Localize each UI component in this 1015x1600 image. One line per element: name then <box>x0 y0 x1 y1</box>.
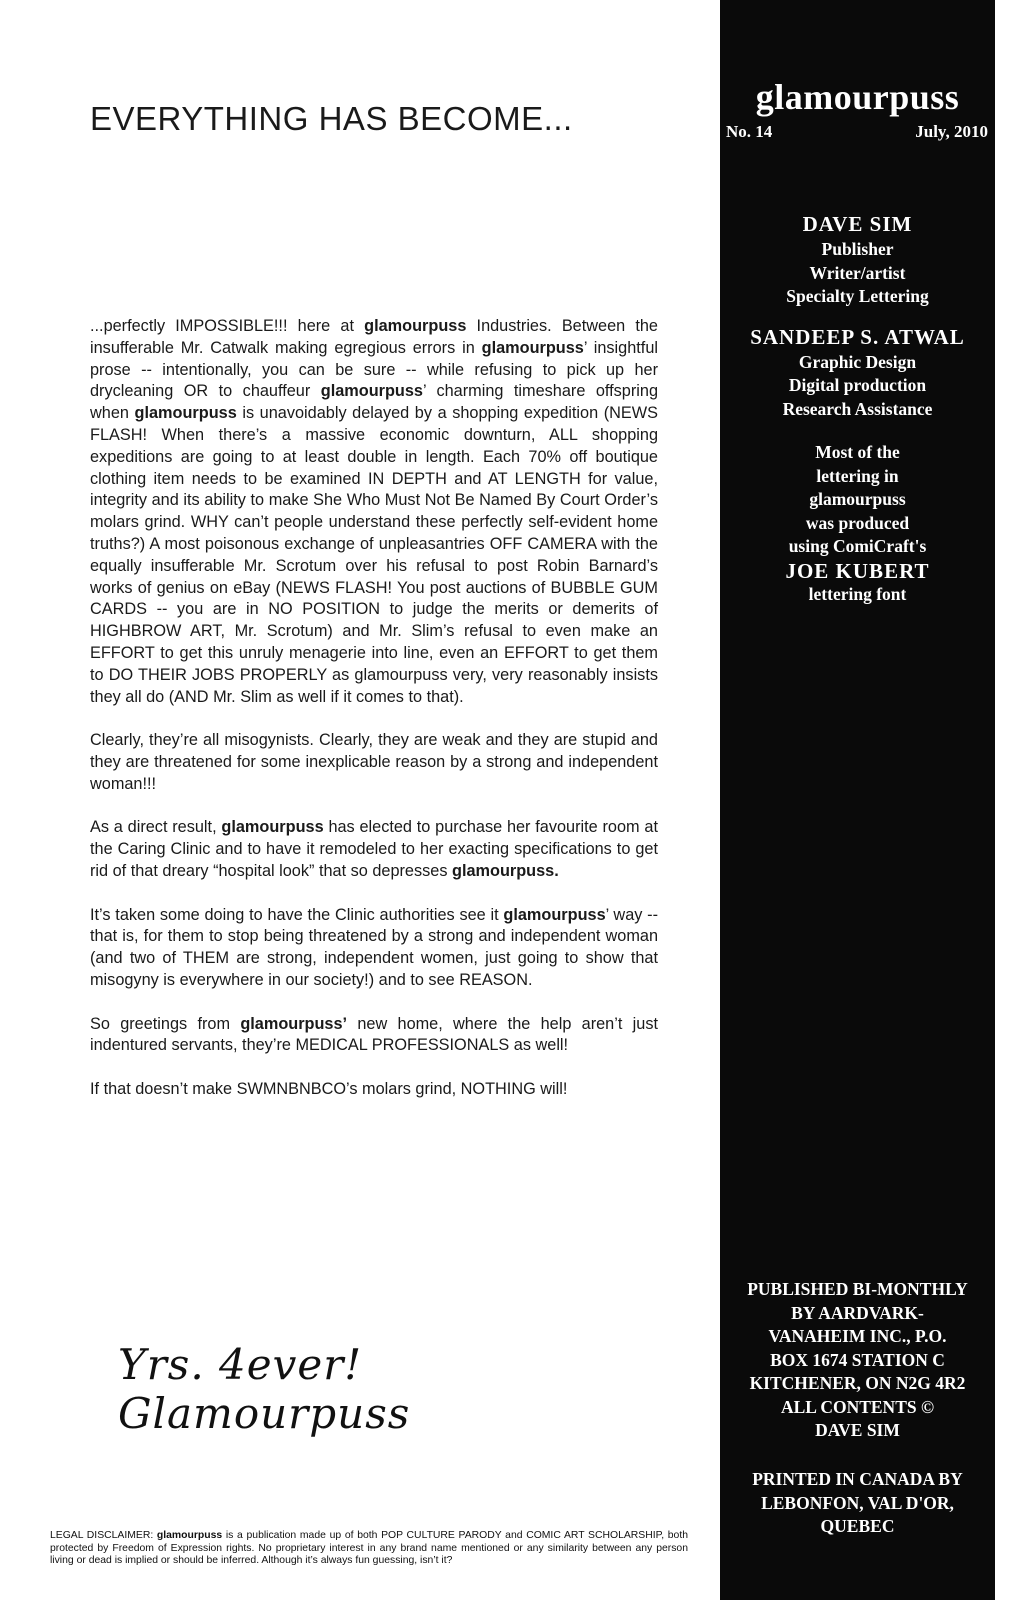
credit-name: SANDEEP S. ATWAL <box>750 324 965 349</box>
lettering-note: Most of the <box>815 442 900 462</box>
publisher-line: PUBLISHED BI-MONTHLY <box>747 1279 968 1299</box>
body-paragraph: ...perfectly IMPOSSIBLE!!! here at glamourpuss Industries. Between the insufferable Mr. Catwalk making egregious errors in glamourpuss’ insightful prose -- intentionally, you can be sure -- while refusing to pick up her drycleaning OR to chauffeur glamourpuss’ charming timeshare offspring when glamourpuss is unavoidably delayed by a shopping expedition (NEWS FLASH! When there’s a massive economic downturn, ALL shopping expeditions are going to at least double in length. Each 70% off boutique clothing item needs to be examined IN DEPTH and AT LENGTH for value, integrity and its ability to make She Who Must Not Be Named By Court Order’s molars grind. WHY can’t people understand these perfectly self-evident home truths?) A most poisonous exchange of unpleasantries OFF CAMERA with the equally insufferable Mr. Scrotum over his refusal to post Robin Barnard’s works of genius on eBay (NEWS FLASH! You post auctions of BUBBLE GUM CARDS -- you are in NO POSITION to judge the merits or demerits of HIGHBROW ART, Mr. Scrotum) and Mr. Slim’s refusal to even make an EFFORT to get this unruly menagerie into line, even an EFFORT to get them to DO THEIR JOBS PROPERLY as glamourpuss very, very reasonably insists they all do (AND Mr. Slim as well if it comes to that). <box>90 317 659 706</box>
publisher-line: BOX 1674 STATION C <box>770 1349 945 1370</box>
printer-line: QUEBEC <box>820 1516 895 1536</box>
credit-role: Writer/artist <box>809 262 906 283</box>
brand-name: glamourpuss <box>134 404 237 423</box>
signature: Yrs. 4ever! Glamourpuss <box>118 1340 411 1438</box>
credit-role: Graphic Design <box>798 351 917 372</box>
credit-role: Research Assistance <box>782 398 933 419</box>
printer-line: PRINTED IN CANADA BY <box>752 1469 963 1489</box>
body-paragraph: It’s taken some doing to have the Clinic authorities see it glamourpuss’ way -- that is, for them to stop being threatened by a strong and independent woman (and two of THEM are strong, independent women, just going to show that misogyny is everywhere in our society!) and to see REASON. <box>90 905 659 989</box>
credit-role: Publisher <box>821 239 894 259</box>
issue-number: No. 14 <box>726 122 773 141</box>
publisher-line: VANAHEIM INC., P.O. <box>768 1326 947 1346</box>
printer-info <box>720 1468 995 1539</box>
masthead-sidebar <box>720 0 995 1600</box>
publisher-line: DAVE SIM <box>815 1420 900 1440</box>
printer-line: LEBONFON, VAL D'OR, <box>761 1492 954 1513</box>
publisher-line: KITCHENER, ON N2G 4R2 <box>749 1373 966 1393</box>
brand-name: glamourpuss <box>221 818 324 837</box>
body-paragraph: If that doesn’t make SWMNBNBCO’s molars grind, NOTHING will! <box>90 1079 568 1098</box>
brand-name: glamourpuss <box>320 382 423 401</box>
editorial-body <box>90 316 658 1122</box>
credit-name: DAVE SIM <box>802 212 913 236</box>
body-paragraph: As a direct result, glamourpuss has elected to purchase her favourite room at the Caring Clinic and to have it remodeled to her exacting specifications to get rid of that dreary “hospital look” that so depresses glamourpuss. <box>90 818 658 880</box>
brand-name: glamourpuss’ <box>240 1014 348 1033</box>
legal-disclaimer: LEGAL DISCLAIMER: glamourpuss is a publication made up of both POP CULTURE PARODY and COMIC ART SCHOLARSHIP, both protected by Freedom of Expression rights. No proprietary interest in any brand name mentioned or any similarity between any person living or dead is implied or should be inferred. Although it’s always fun guessing, isn’t it? <box>50 1530 688 1566</box>
brand-name: glamourpuss <box>481 338 584 357</box>
issue-info <box>726 122 988 142</box>
headline: EVERYTHING HAS BECOME... <box>90 100 573 137</box>
brand-name: glamourpuss <box>364 317 467 335</box>
lettering-note: lettering in <box>816 465 899 486</box>
publisher-line: ALL CONTENTS © <box>780 1396 935 1417</box>
magazine-title: glamourpuss <box>755 77 960 117</box>
brand-name: glamourpuss <box>503 905 606 924</box>
issue-date: July, 2010 <box>915 122 988 141</box>
credit-role: Specialty Lettering <box>786 286 929 306</box>
brand-name: glamourpuss. <box>452 861 559 880</box>
credits <box>720 210 995 606</box>
body-paragraph: Clearly, they’re all misogynists. Clearly, they are weak and they are stupid and they are threatened for some inexplicable reason by a strong and independent woman!!! <box>90 731 658 793</box>
publisher-line: BY AARDVARK- <box>791 1302 924 1323</box>
lettering-font-name: JOE KUBERT <box>785 558 930 583</box>
lettering-note: using ComiCraft's <box>788 536 927 556</box>
lettering-note: glamourpuss <box>809 489 906 509</box>
lettering-note: lettering font <box>808 583 907 604</box>
lettering-note: was produced <box>805 512 910 533</box>
publisher-info <box>720 1278 995 1443</box>
brand-name: glamourpuss <box>156 1530 223 1541</box>
body-paragraph: So greetings from glamourpuss’ new home, where the help aren’t just indentured servants, they’re MEDICAL PROFESSIONALS as well! <box>90 1014 658 1055</box>
credit-role: Digital production <box>788 375 927 395</box>
